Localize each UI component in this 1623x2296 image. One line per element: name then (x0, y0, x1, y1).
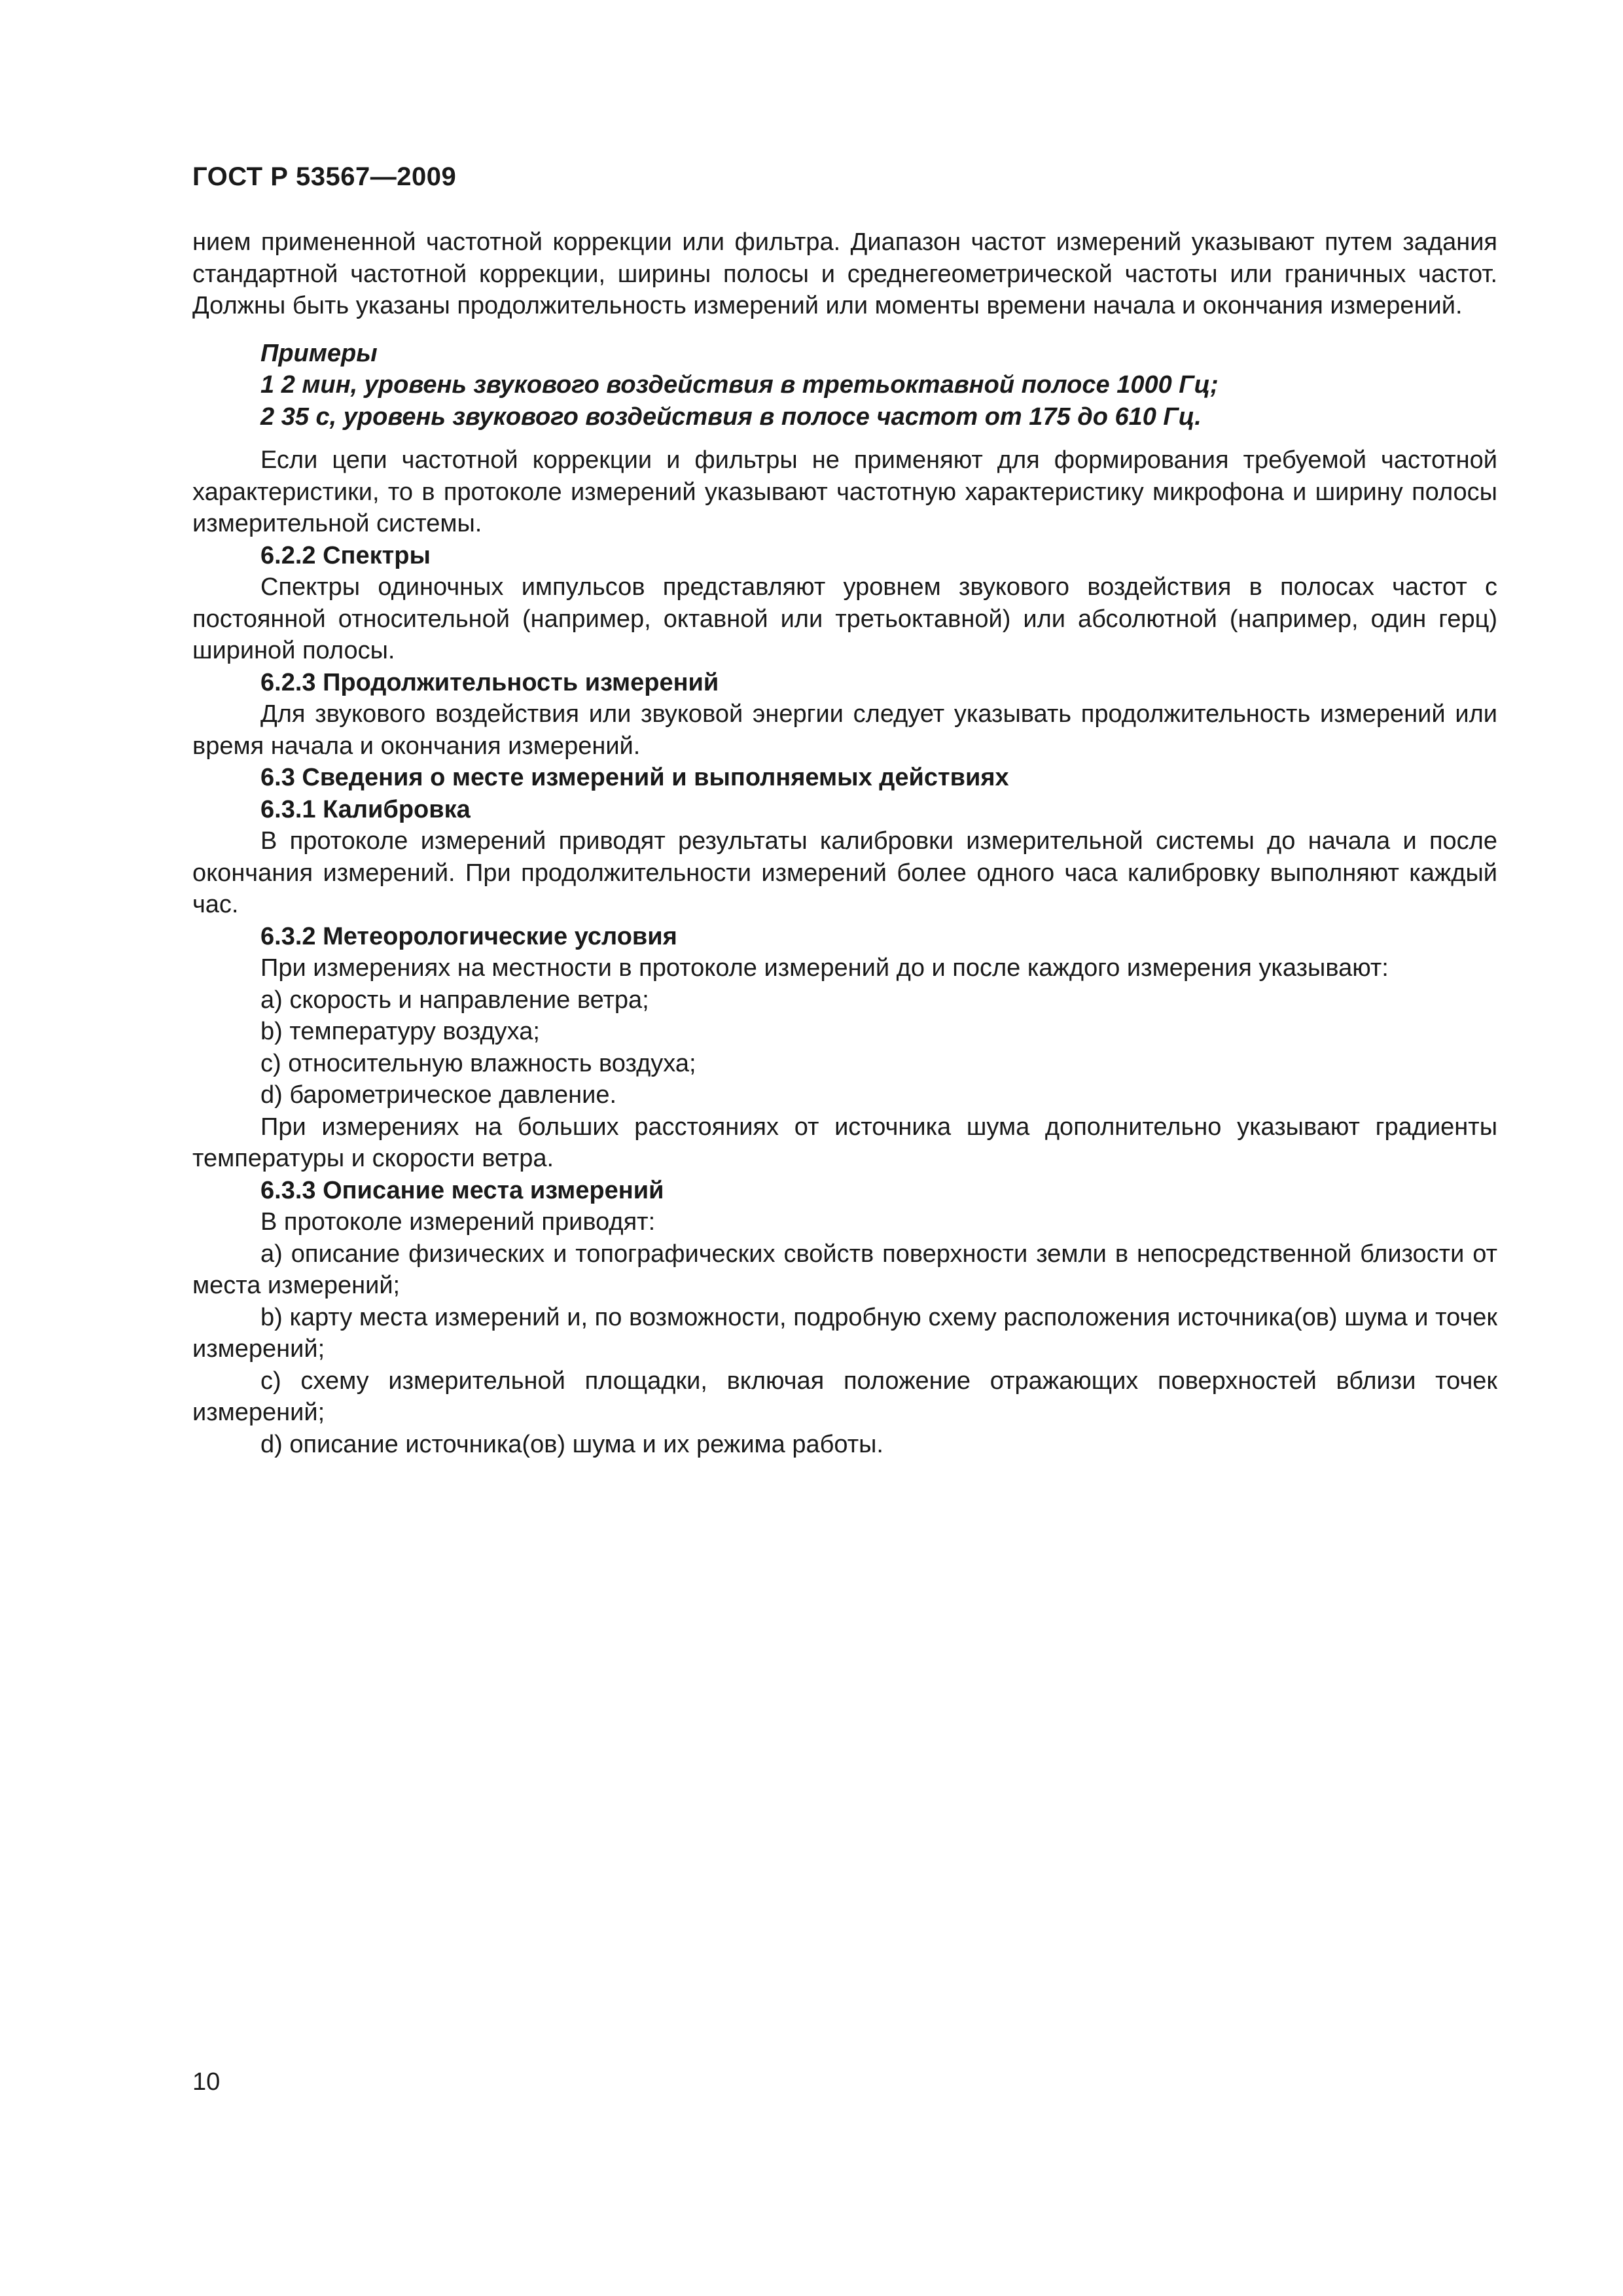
list-item: b) карту места измерений и, по возможности, подробную схему расположения источника(ов) шума и точек измерений; (192, 1303, 1497, 1363)
section-heading-6-2-3: 6.2.3 Продолжительность измерений (260, 668, 719, 696)
examples-title: Примеры (260, 339, 378, 367)
paragraph: Спектры одиночных импульсов представляют уровнем звукового воздействия в полосах частот с постоянной относительной (например, октавной или третьоктавной) или абсолютной (например, один герц) шириной полосы. (192, 573, 1497, 664)
list-item: c) схему измерительной площадки, включая положение отражающих поверхностей вблизи точек измерений; (192, 1367, 1497, 1426)
paragraph: нием примененной частотной коррекции или фильтра. Диапазон частот измерений указывают путем задания стандартной частотной коррекции, ширины полосы и среднегеометрической частоты или граничных частот. Должны быть указаны продолжительность измерений или моменты времени начала и окончания измерений. (192, 228, 1497, 319)
paragraph: В протоколе измерений приводят: (260, 1208, 656, 1236)
page-content (192, 226, 1497, 1460)
paragraph: Если цепи частотной коррекции и фильтры не применяют для формирования требуемой частотной характеристики, то в протоколе измерений указывают частотную характеристику микрофона и ширину полосы измерительной системы. (192, 446, 1497, 537)
section-heading-6-2-2: 6.2.2 Спектры (260, 541, 431, 569)
paragraph: При измерениях на местности в протоколе измерений до и после каждого измерения указывают: (260, 954, 1389, 982)
page-number: 10 (192, 2068, 221, 2096)
list-item: d) барометрическое давление. (260, 1081, 617, 1109)
section-heading-6-3-1: 6.3.1 Калибровка (260, 795, 471, 823)
section-heading-6-3-3: 6.3.3 Описание места измерений (260, 1176, 664, 1204)
list-item: а) описание физических и топографических свойств поверхности земли в непосредственной близости от места измерений; (192, 1240, 1497, 1299)
paragraph: В протоколе измерений приводят результаты калибровки измерительной системы до начала и после окончания измерений. При продолжительности измерений более одного часа калибровку выполняют каждый час. (192, 827, 1497, 918)
list-item: b) температуру воздуха; (260, 1018, 540, 1045)
paragraph: Для звукового воздействия или звуковой энергии следует указывать продолжительность измерений или время начала и окончания измерений. (192, 700, 1497, 760)
example-item: 2 35 с, уровень звукового воздействия в полосе частот от 175 до 610 Гц. (260, 403, 1202, 431)
document-code: ГОСТ Р 53567—2009 (192, 162, 457, 191)
section-heading-6-3-2: 6.3.2 Метеорологические условия (260, 922, 677, 950)
list-item: а) скорость и направление ветра; (260, 986, 649, 1014)
list-item: d) описание источника(ов) шума и их режима работы. (260, 1430, 883, 1458)
example-item: 1 2 мин, уровень звукового воздействия в третьоктавной полосе 1000 Гц; (260, 371, 1219, 399)
list-item: c) относительную влажность воздуха; (260, 1049, 696, 1077)
section-heading-6-3: 6.3 Сведения о месте измерений и выполняемых действиях (260, 764, 1009, 791)
paragraph: При измерениях на больших расстояниях от источника шума дополнительно указывают градиенты температуры и скорости ветра. (192, 1113, 1497, 1172)
